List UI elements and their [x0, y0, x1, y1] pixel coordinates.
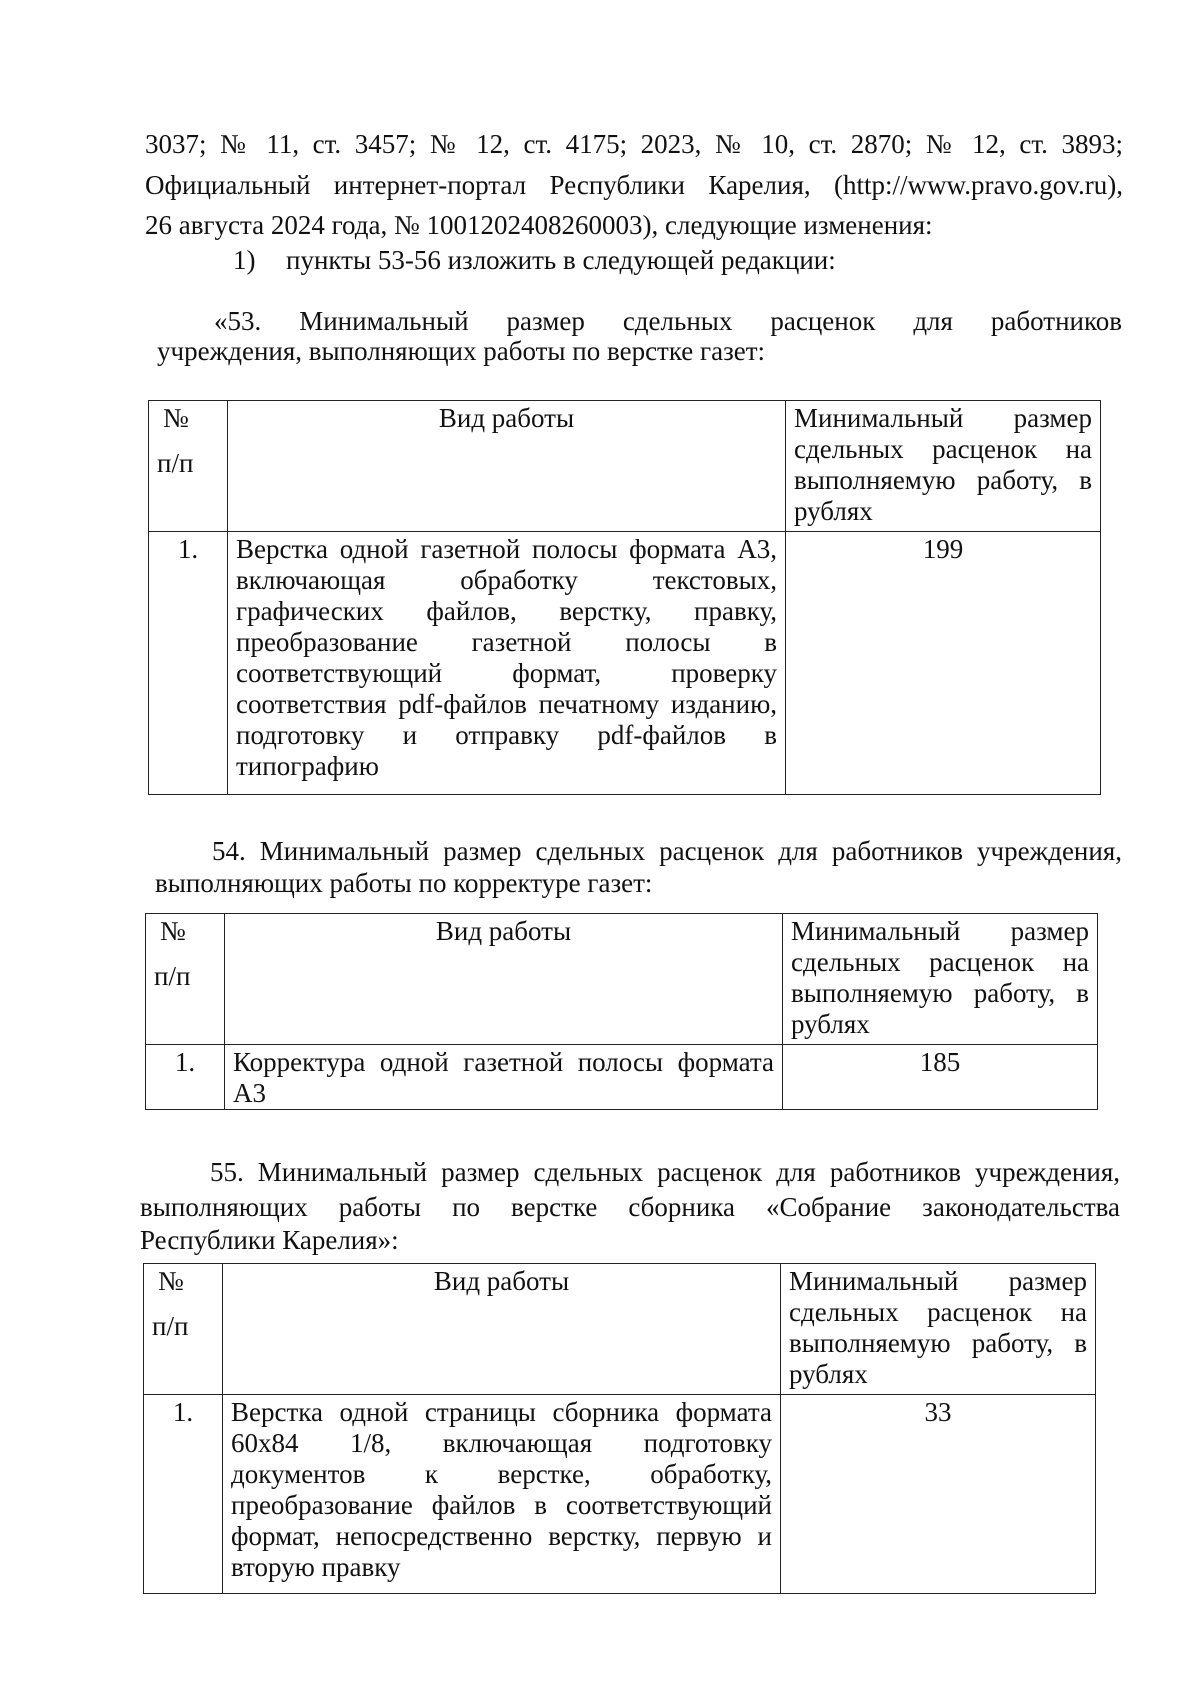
- number-sign: №: [163, 403, 189, 433]
- table-header-row: [146, 914, 1098, 1045]
- row-value: 199: [786, 532, 1101, 795]
- min-rate-column-header: Минимальный размер сдельных расценок на выполняемую работу, в рублях: [783, 914, 1098, 1045]
- number-column-header: [144, 1264, 223, 1395]
- kind-column-header: Вид работы: [225, 914, 783, 1045]
- number-sub-label: п/п: [152, 1311, 189, 1341]
- section-55-table: [143, 1263, 1096, 1594]
- min-rate-column-header: Минимальный размер сдельных расценок на выполняемую работу, в рублях: [781, 1264, 1096, 1395]
- row-number: 1.: [146, 1045, 225, 1110]
- list-item-text: пункты 53-56 изложить в следующей редакции:: [286, 245, 836, 275]
- intro-line-2: Официальный интернет-портал Республики Карелия, (http://www.pravo.gov.ru),: [145, 170, 1123, 200]
- row-number: 1.: [144, 1395, 223, 1594]
- section-55-heading-line-2: выполняющих работы по верстке сборника «Собрание законодательства: [140, 1192, 1120, 1222]
- section-53-table: [148, 400, 1101, 795]
- number-sub-label: п/п: [154, 961, 191, 991]
- kind-column-header: Вид работы: [223, 1264, 781, 1395]
- number-column-header: [149, 401, 228, 532]
- table-header-row: [144, 1264, 1096, 1395]
- row-value: 185: [783, 1045, 1098, 1110]
- table-row: [144, 1395, 1096, 1594]
- section-53-heading-line-2: учреждения, выполняющих работы по верстке газет:: [157, 336, 766, 366]
- number-sign: №: [160, 916, 186, 946]
- intro-line-3: 26 августа 2024 года, № 1001202408260003), следующие изменения:: [145, 210, 933, 240]
- kind-column-header: Вид работы: [228, 401, 786, 532]
- section-54-heading-line-1: 54. Минимальный размер сдельных расценок для работников учреждения,: [212, 836, 1122, 866]
- section-54-heading-line-2: выполняющих работы по корректуре газет:: [155, 868, 653, 898]
- row-kind: Верстка одной газетной полосы формата А3, включающая обработку текстовых, графических файлов, верстку, правку, преобразование газетной полосы в соответствующий формат, проверку соответствия pdf-файлов печатному изданию, подготовку и отправку pdf-файлов в типографию: [228, 532, 786, 795]
- number-sign: №: [158, 1266, 184, 1296]
- intro-line-1: 3037; № 11, ст. 3457; № 12, ст. 4175; 2023, № 10, ст. 2870; № 12, ст. 3893;: [145, 129, 1123, 159]
- table-row: [149, 532, 1101, 795]
- section-54-table: [145, 913, 1098, 1110]
- section-55-heading-line-3: Республики Карелия»:: [140, 1225, 399, 1255]
- min-rate-column-header: Минимальный размер сдельных расценок на выполняемую работу, в рублях: [786, 401, 1101, 532]
- row-kind: Верстка одной страницы сборника формата 60х84 1/8, включающая подготовку документов к верстке, обработку, преобразование файлов в соответствующий формат, непосредственно верстку, первую и вторую правку: [223, 1395, 781, 1594]
- table-row: [146, 1045, 1098, 1110]
- number-sub-label: п/п: [157, 448, 194, 478]
- row-number: 1.: [149, 532, 228, 795]
- row-value: 33: [781, 1395, 1096, 1594]
- table-header-row: [149, 401, 1101, 532]
- row-kind: Корректура одной газетной полосы формата А3: [225, 1045, 783, 1110]
- list-item-number: 1): [233, 245, 256, 275]
- section-53-heading-line-1: «53. Минимальный размер сдельных расценок для работников: [214, 306, 1122, 336]
- section-55-heading-line-1: 55. Минимальный размер сдельных расценок для работников учреждения,: [210, 1157, 1120, 1187]
- number-column-header: [146, 914, 225, 1045]
